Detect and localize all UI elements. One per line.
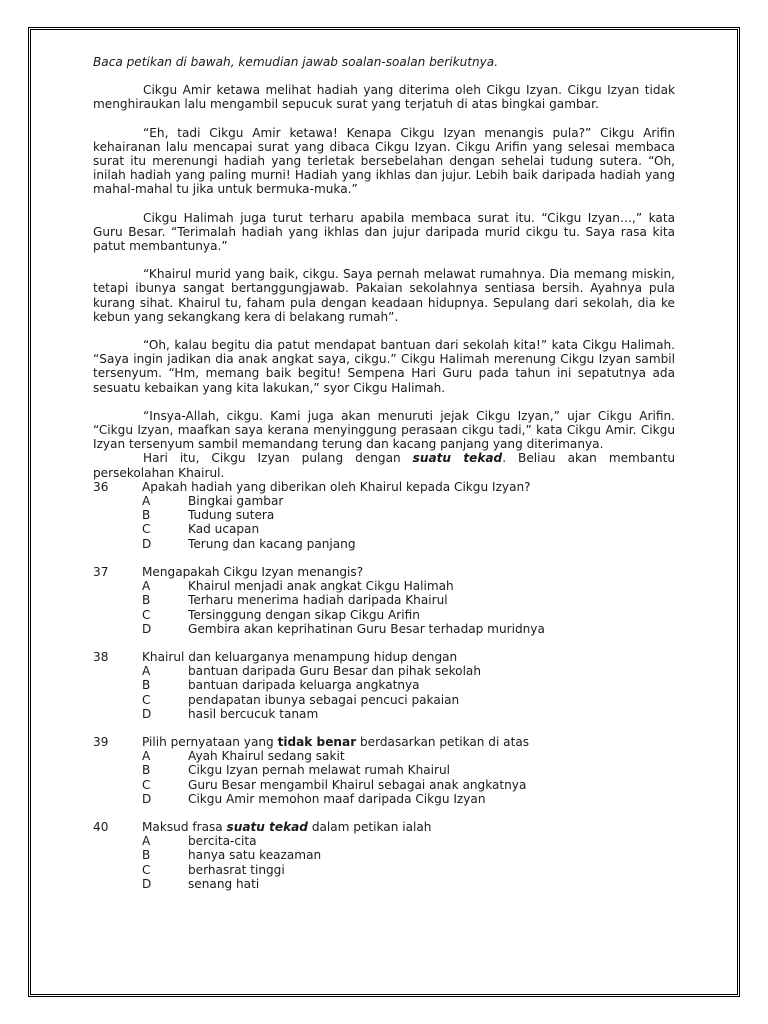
option-c[interactable] <box>93 608 675 622</box>
question-text-after: dalam petikan ialah <box>307 819 432 834</box>
option-letter: D <box>142 536 152 551</box>
option-text: Terharu menerima hadiah daripada Khairul <box>188 593 448 608</box>
option-letter: D <box>142 706 152 721</box>
instruction: Baca petikan di bawah, kemudian jawab soalan-soalan berikutnya. <box>93 55 499 69</box>
option-c[interactable] <box>93 693 675 707</box>
option-text: Kad ucapan <box>188 522 260 537</box>
option-text: Guru Besar mengambil Khairul sebagai anak angkatnya <box>188 777 527 792</box>
option-text: senang hati <box>188 876 260 891</box>
question-text-after: berdasarkan petikan di atas <box>356 734 530 749</box>
question-text: Khairul dan keluarganya menampung hidup dengan <box>142 649 458 664</box>
option-b[interactable] <box>93 678 675 692</box>
passage-paragraph-6: “Insya-Allah, cikgu. Kami juga akan menuruti jejak Cikgu Izyan,” ujar Cikgu Arifin. “Cikgu Izyan, maafkan saya kerana menyinggung perasaan cikgu tadi,” kata Cikgu Amir. Cikgu Izyan tersenyum sambil memandang terung dan kacang panjang yang diterimanya. <box>93 408 675 452</box>
question-number: 38 <box>93 649 109 664</box>
option-b[interactable] <box>93 508 675 522</box>
option-text: bercita-cita <box>188 834 257 849</box>
option-letter: B <box>142 678 151 693</box>
option-a[interactable] <box>93 494 675 508</box>
document-body <box>93 55 675 905</box>
option-letter: D <box>142 621 152 636</box>
question-text: Mengapakah Cikgu Izyan menangis? <box>142 564 364 579</box>
passage-paragraph-7 <box>93 451 675 479</box>
option-b[interactable] <box>93 848 675 862</box>
question-text <box>142 820 675 834</box>
option-letter: A <box>142 749 151 764</box>
option-letter: A <box>142 494 151 509</box>
question-text-before: Maksud frasa <box>142 819 227 834</box>
passage-7-after: . Beliau akan membantu persekolahan Khairul. <box>93 451 675 480</box>
question-number: 39 <box>93 734 109 749</box>
option-text: bantuan daripada Guru Besar dan pihak sekolah <box>188 664 482 679</box>
option-d[interactable] <box>93 707 675 721</box>
option-a[interactable] <box>93 579 675 593</box>
option-a[interactable] <box>93 749 675 763</box>
question-38 <box>93 650 675 721</box>
passage-paragraph-4: “Khairul murid yang baik, cikgu. Saya pernah melawat rumahnya. Dia memang miskin, tetapi ibunya sangat bertanggungjawab. Pakaian sekolahnya sentiasa bersih. Ayahnya pula kurang sihat. Khairul tu, faham pula dengan keadaan hidupnya. Sepulang dari sekolah, dia ke kebun yang sekangkang kera di belakang rumah”. <box>93 267 675 324</box>
option-d[interactable] <box>93 792 675 806</box>
option-text: Terung dan kacang panjang <box>188 536 356 551</box>
option-text: bantuan daripada keluarga angkatnya <box>188 678 420 693</box>
question-number: 37 <box>93 564 109 579</box>
option-text: Gembira akan keprihatinan Guru Besar terhadap muridnya <box>188 621 545 636</box>
option-letter: C <box>142 607 151 622</box>
option-text: Tudung sutera <box>188 508 275 523</box>
option-text: Cikgu Amir memohon maaf daripada Cikgu Izyan <box>188 791 486 806</box>
option-d[interactable] <box>93 877 675 891</box>
option-a[interactable] <box>93 664 675 678</box>
passage-paragraph-3: Cikgu Halimah juga turut terharu apabila membaca surat itu. “Cikgu Izyan…,” kata Guru Besar. “Terimalah hadiah yang ikhlas dan jujur daripada murid cikgu tu. Saya rasa kita patut membantunya.” <box>93 210 675 254</box>
option-letter: A <box>142 834 151 849</box>
option-c[interactable] <box>93 863 675 877</box>
question-39 <box>93 735 675 806</box>
passage-paragraph-1: Cikgu Amir ketawa melihat hadiah yang diterima oleh Cikgu Izyan. Cikgu Izyan tidak menghiraukan lalu mengambil sepucuk surat yang terjatuh di atas bingkai gambar. <box>93 83 675 112</box>
option-text: Khairul menjadi anak angkat Cikgu Halimah <box>188 579 454 594</box>
option-text: Tersinggung dengan sikap Cikgu Arifin <box>188 607 420 622</box>
option-a[interactable] <box>93 834 675 848</box>
question-text: Apakah hadiah yang diberikan oleh Khairul kepada Cikgu Izyan? <box>142 479 531 494</box>
question-text-emphasis: tidak benar <box>277 734 357 749</box>
option-letter: C <box>142 862 151 877</box>
option-d[interactable] <box>93 622 675 636</box>
passage-7-before: Hari itu, Cikgu Izyan pulang dengan <box>143 451 413 466</box>
option-letter: B <box>142 848 151 863</box>
question-37 <box>93 565 675 636</box>
passage-7-emphasis: suatu tekad <box>412 451 503 466</box>
option-letter: A <box>142 664 151 679</box>
option-c[interactable] <box>93 522 675 536</box>
option-b[interactable] <box>93 593 675 607</box>
question-number: 40 <box>93 819 109 834</box>
question-36 <box>93 480 675 551</box>
passage-paragraph-5: “Oh, kalau begitu dia patut mendapat bantuan dari sekolah kita!” kata Cikgu Halimah. “Saya ingin jadikan dia anak angkat saya, cikgu.” Cikgu Halimah merenung Cikgu Izyan sambil tersenyum. “Hm, memang baik begitu! Sempena Hari Guru pada tahun ini sepatutnya ada sesuatu kebaikan yang kita lakukan,” syor Cikgu Halimah. <box>93 338 675 395</box>
option-text: berhasrat tinggi <box>188 862 285 877</box>
passage-paragraph-2: “Eh, tadi Cikgu Amir ketawa! Kenapa Cikgu Izyan menangis pula?” Cikgu Arifin kehairanan lalu mencapai surat yang dibaca Cikgu Izyan. Cikgu Arifin yang selesai membaca surat itu merenungi hadiah yang terletak bersebelahan dengan sehelai tudung sutera. “Oh, inilah hadiah yang paling murni! Hadiah yang ikhlas dan jujur. Lebih baik daripada hadiah yang mahal-mahal tu jika untuk bermuka-muka.” <box>93 125 675 197</box>
option-letter: A <box>142 579 151 594</box>
option-letter: D <box>142 791 152 806</box>
option-text: Ayah Khairul sedang sakit <box>188 749 345 764</box>
option-text: hanya satu keazaman <box>188 848 322 863</box>
option-b[interactable] <box>93 763 675 777</box>
question-text <box>142 735 675 749</box>
option-c[interactable] <box>93 778 675 792</box>
option-letter: B <box>142 508 151 523</box>
option-d[interactable] <box>93 537 675 551</box>
option-text: pendapatan ibunya sebagai pencuci pakaian <box>188 692 460 707</box>
option-text: Bingkai gambar <box>188 494 284 509</box>
option-letter: B <box>142 593 151 608</box>
option-text: hasil bercucuk tanam <box>188 706 319 721</box>
option-letter: D <box>142 876 152 891</box>
question-number: 36 <box>93 479 109 494</box>
question-text-before: Pilih pernyataan yang <box>142 734 278 749</box>
option-letter: B <box>142 763 151 778</box>
option-letter: C <box>142 522 151 537</box>
option-letter: C <box>142 692 151 707</box>
question-40 <box>93 820 675 891</box>
question-text-emphasis: suatu tekad <box>226 819 308 834</box>
option-letter: C <box>142 777 151 792</box>
option-text: Cikgu Izyan pernah melawat rumah Khairul <box>188 763 451 778</box>
